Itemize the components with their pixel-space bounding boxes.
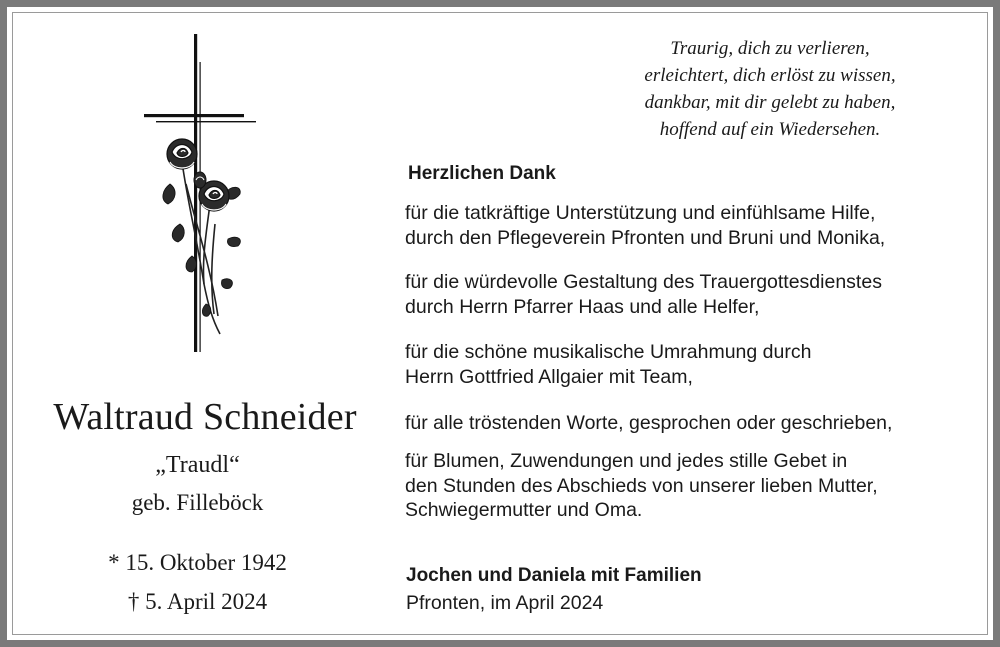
cross-with-roses-icon	[140, 34, 260, 356]
thanks-line: für die tatkräftige Unterstützung und einfühlsame Hilfe,	[405, 202, 876, 224]
thanks-line: den Stunden des Abschieds von unserer lieben Mutter,	[405, 474, 878, 497]
signature-names: Jochen und Daniela mit Familien	[406, 565, 702, 586]
thanks-line: Schwiegermutter und Oma.	[405, 499, 643, 521]
thanks-paragraph	[405, 201, 885, 250]
poem-line: dankbar, mit dir gelebt zu haben,	[644, 92, 896, 113]
deceased-birth-name: geb. Filleböck	[131, 490, 264, 515]
poem-line: Traurig, dich zu verlieren,	[670, 38, 870, 59]
thanks-line: durch Herrn Pfarrer Haas und alle Helfer,	[405, 295, 760, 318]
poem-line: erleichtert, dich erlöst zu wissen,	[644, 65, 896, 86]
thanks-paragraph	[405, 340, 811, 389]
thanks-heading: Herzlichen Dank	[408, 163, 556, 184]
deceased-name: Waltraud Schneider	[53, 396, 357, 438]
deceased-nickname: „Traudl“	[155, 452, 240, 478]
thanks-line: durch den Pflegeverein Pfronten und Bruni und Monika,	[405, 226, 886, 249]
signature-place-date: Pfronten, im April 2024	[406, 592, 604, 614]
thanks-line: für die würdevolle Gestaltung des Trauergottesdienstes	[405, 271, 882, 293]
poem-line: hoffend auf ein Wiedersehen.	[659, 119, 881, 140]
thanks-line: für die schöne musikalische Umrahmung durch	[405, 341, 812, 363]
death-date: † 5. April 2024	[127, 589, 268, 614]
thanks-paragraph	[405, 411, 892, 436]
thanks-line: Herrn Gottfried Allgaier mit Team,	[405, 365, 693, 388]
birth-date: * 15. Oktober 1942	[108, 550, 287, 575]
poem	[570, 35, 970, 143]
thanks-line: für alle tröstenden Worte, gesprochen oder geschrieben,	[405, 412, 893, 434]
thanks-paragraph	[405, 270, 882, 319]
thanks-line: für Blumen, Zuwendungen und jedes stille Gebet in	[405, 450, 848, 472]
thanks-paragraph	[405, 449, 878, 523]
